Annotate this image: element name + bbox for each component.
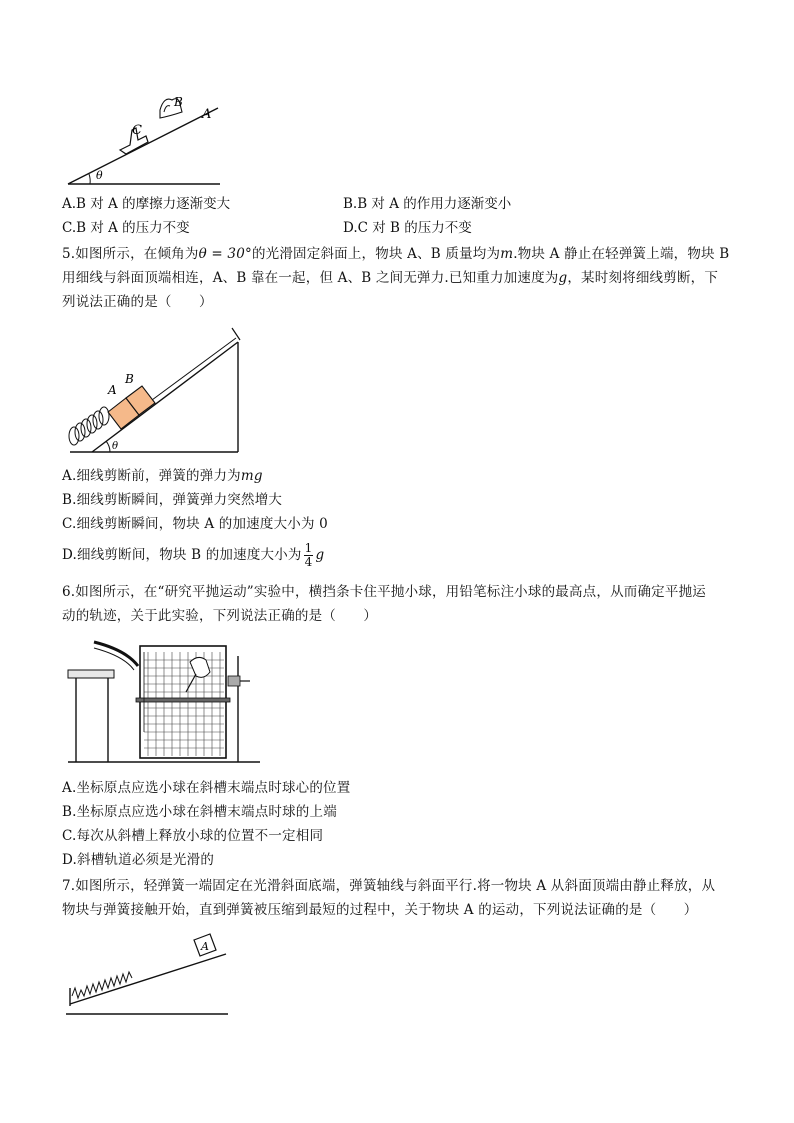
q4-option-b[interactable]: B.B 对 A 的作用力逐渐变小 xyxy=(343,196,512,212)
q5-option-d[interactable] xyxy=(62,540,324,570)
q5-stem-line1 xyxy=(62,244,729,264)
q7-stem-line1: 7.如图所示，轻弹簧一端固定在光滑斜面底端，弹簧轴线与斜面平行.将一物块 A 从斜面顶端由静止释放，从 xyxy=(62,878,716,894)
q5-stem-line3: 列说法正确的是（ ） xyxy=(62,294,213,310)
label-a: A xyxy=(202,107,212,122)
figure-incline-cba xyxy=(60,90,230,190)
q5-stem-line2 xyxy=(62,268,718,288)
q5-gravity-symbol: g xyxy=(558,270,568,286)
q4-option-a[interactable]: A.B 对 A 的摩擦力逐渐变大 xyxy=(62,196,231,212)
q5-option-a-text: A.细线剪断前，弹簧的弹力为 xyxy=(62,468,241,484)
fraction xyxy=(304,542,314,569)
q6-stem-line1: 6.如图所示，在“研究平抛运动”实验中，横挡条卡住平抛小球，用铅笔标注小球的最高点，从而确定平抛运 xyxy=(62,584,706,600)
q5-stem-text: .物块 A 静止在轻弹簧上端，物块 B xyxy=(513,246,730,262)
q6-option-a[interactable]: A.坐标原点应选小球在斜槽末端点时球心的位置 xyxy=(62,780,351,796)
q7-stem-line2: 物块与弹簧接触开始，直到弹簧被压缩到最短的过程中，关于物块 A 的运动，下列说法证确的是（ ） xyxy=(62,902,698,918)
q4-option-d[interactable]: D.C 对 B 的压力不变 xyxy=(343,220,472,236)
q5-option-a-value: mg xyxy=(240,468,263,484)
q4-option-c[interactable]: C.B 对 A 的压力不变 xyxy=(62,220,190,236)
q5-option-a[interactable] xyxy=(62,466,263,486)
label-theta: θ xyxy=(96,169,103,182)
q5-stem-text: ，某时刻将细线剪断，下 xyxy=(567,270,719,286)
figure-q7-incline-spring xyxy=(62,928,232,1020)
q5-option-b[interactable]: B.细线剪断瞬间，弹簧弹力突然增大 xyxy=(62,492,283,508)
q5-option-d-text: D.细线剪断间，物块 B 的加速度大小为 xyxy=(62,547,302,563)
q5-stem-text: 用细线与斜面顶端相连，A、B 靠在一起，但 A、B 之间无弹力.已知重力加速度为 xyxy=(62,270,559,286)
q5-stem-text: 的光滑固定斜面上，物块 A、B 质量均为 xyxy=(251,246,501,262)
label-theta: θ xyxy=(112,441,119,452)
figure-q5-incline-spring xyxy=(60,320,250,460)
q5-option-c[interactable]: C.细线剪断瞬间，物块 A 的加速度大小为 0 xyxy=(62,516,328,532)
label-c: C xyxy=(132,123,142,138)
fraction-numerator: 1 xyxy=(304,541,313,555)
q5-mass-symbol: m xyxy=(500,246,514,262)
label-a: A xyxy=(108,383,117,397)
label-b: B xyxy=(125,372,134,386)
q6-option-d[interactable]: D.斜槽轨道必须是光滑的 xyxy=(62,852,215,868)
q5-stem-text: 5.如图所示，在倾角为 xyxy=(62,246,199,262)
label-a: A xyxy=(201,940,209,953)
figure-q6-apparatus xyxy=(64,636,264,772)
label-b: B xyxy=(174,95,183,109)
q5-gravity-symbol: g xyxy=(315,547,325,563)
q6-option-c[interactable]: C.每次从斜槽上释放小球的位置不一定相同 xyxy=(62,828,324,844)
fraction-denominator: 4 xyxy=(304,555,313,569)
q6-stem-line2: 动的轨迹，关于此实验，下列说法正确的是（ ） xyxy=(62,608,378,624)
q6-option-b[interactable]: B.坐标原点应选小球在斜槽末端点时球的上端 xyxy=(62,804,337,820)
q5-theta-value: θ = 30° xyxy=(198,246,252,262)
